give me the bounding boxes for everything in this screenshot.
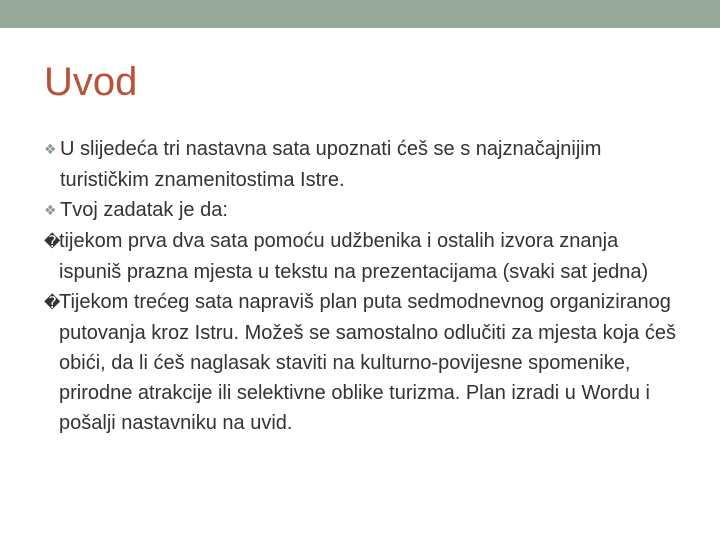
list-item [44, 195, 684, 226]
list-item-text: tijekom prva dva sata pomoću udžbenika i ostalih izvora znanja ispuniš prazna mjesta u tekstu na prezentacijama (svaki sat jedna) [59, 230, 649, 283]
list-item [44, 134, 684, 195]
list-item-text: Tvoj zadatak je da: [60, 199, 228, 221]
slide-title: Uvod [44, 60, 138, 104]
missing-glyph-bullet-icon: � [44, 232, 61, 251]
missing-glyph-bullet-icon: � [44, 293, 61, 312]
list-item [44, 287, 684, 438]
slide-content [44, 134, 684, 438]
diamond-bullet-icon: ❖ [44, 203, 57, 219]
diamond-bullet-icon: ❖ [44, 142, 57, 158]
slide-top-bar [0, 0, 720, 28]
list-item-text: U slijedeća tri nastavna sata upoznati ćeš se s najznačajnijim turističkim znamenitostima Istre. [60, 138, 602, 191]
list-item [44, 226, 684, 287]
list-item-text: Tijekom trećeg sata napraviš plan puta sedmodnevnog organiziranog putovanja kroz Istru. Možeš se samostalno odlučiti za mjesta koja ćeš obići, da li ćeš naglasak staviti na kulturno-povijesne spomenike, prirodne atrakcije ili selektivne oblike turizma. Plan izradi u Wordu i pošalji nastavniku na uvid. [59, 291, 676, 434]
